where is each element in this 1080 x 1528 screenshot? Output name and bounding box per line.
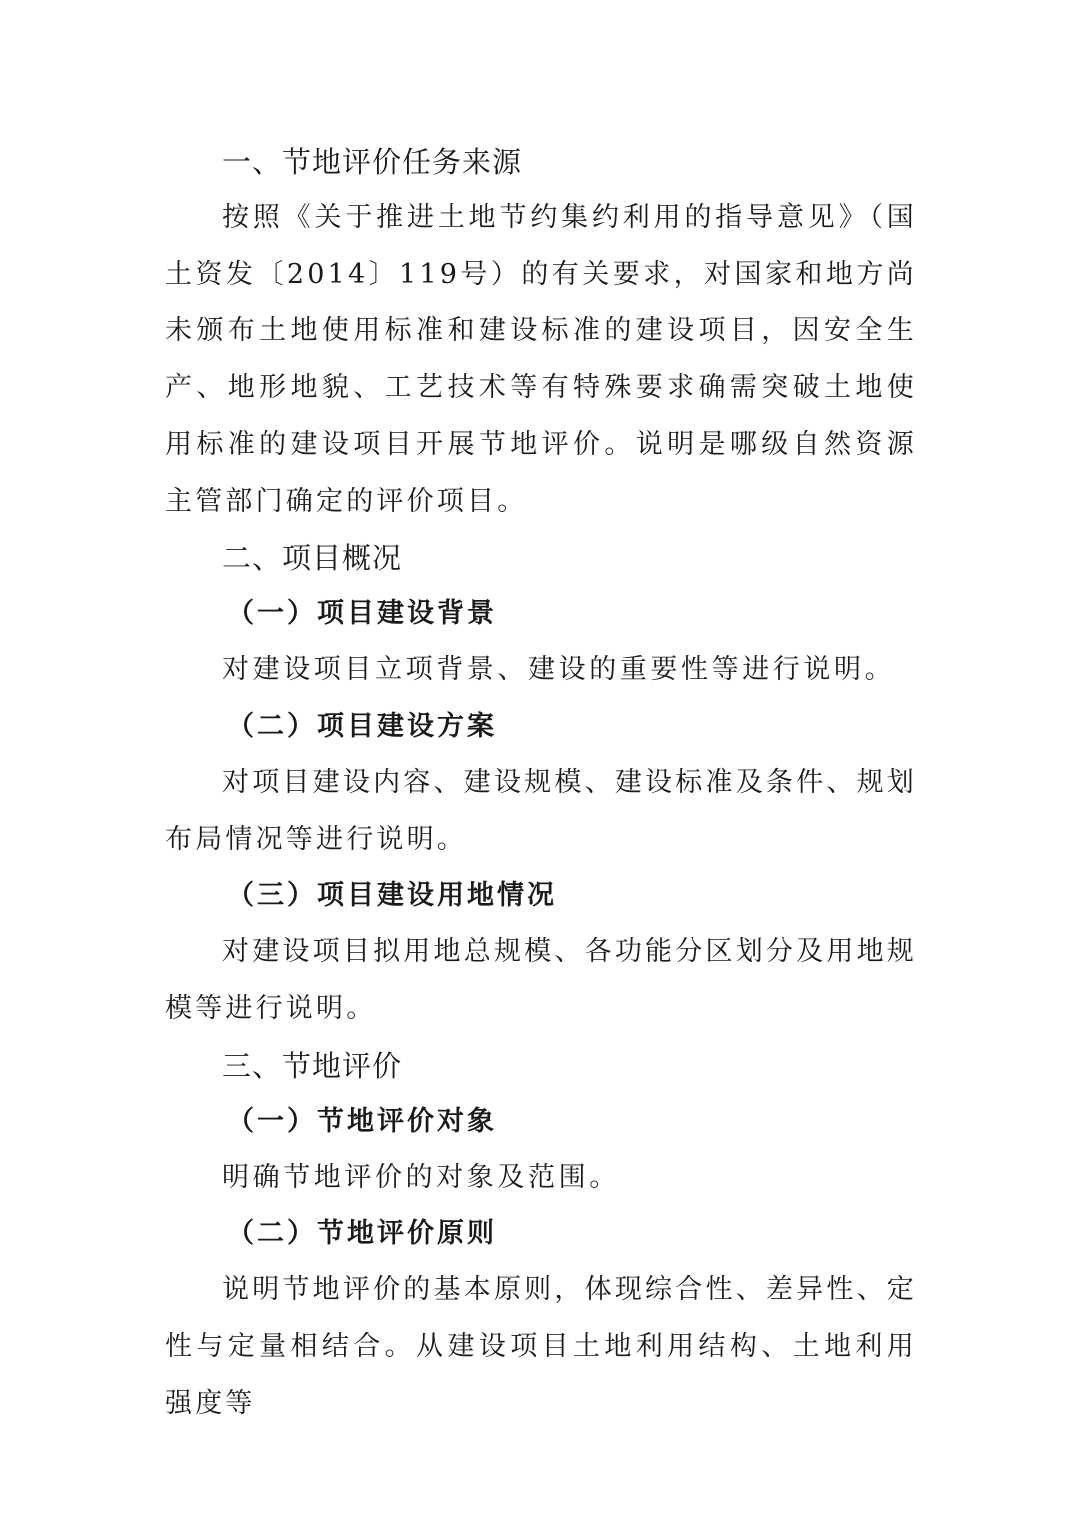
paragraph-task-source: 按照《关于推进土地节约集约利用的指导意见》（国土资发〔2014〕119号）的有关要求，对国家和地方尚未颁布土地使用标准和建设标准的建设项目，因安全生产、地形地貌、工艺技术等有特殊要求确需突破土地使用标准的建设项目开展节地评价。说明是哪级自然资源主管部门确定的评价项目。 bbox=[165, 202, 917, 517]
subsection-heading-evaluation-principle: （二）节地评价原则 bbox=[227, 1218, 497, 1250]
paragraph-evaluation-object: 明确节地评价的对象及范围。 bbox=[222, 1161, 620, 1193]
paragraph-construction-plan: 对项目建设内容、建设规模、建设标准及条件、规划布局情况等进行说明。 bbox=[165, 766, 917, 855]
subsection-heading-background: （一）项目建设背景 bbox=[227, 598, 497, 630]
section-heading-task-source: 一、节地评价任务来源 bbox=[222, 145, 523, 179]
document-body bbox=[165, 134, 917, 1433]
section-heading-project-overview: 二、项目概况 bbox=[222, 541, 403, 576]
subsection-heading-evaluation-object: （一）节地评价对象 bbox=[227, 1105, 497, 1137]
paragraph-background: 对建设项目立项背景、建设的重要性等进行说明。 bbox=[222, 654, 896, 686]
paragraph-land-use: 对建设项目拟用地总规模、各功能分区划分及用地规模等进行说明。 bbox=[165, 936, 917, 1025]
paragraph-evaluation-principle: 说明节地评价的基本原则，体现综合性、差异性、定性与定量相结合。从建设项目土地利用结构、土地利用强度等 bbox=[165, 1274, 917, 1419]
section-heading-land-saving-evaluation: 三、节地评价 bbox=[222, 1048, 403, 1083]
subsection-heading-land-use: （三）项目建设用地情况 bbox=[227, 880, 557, 912]
subsection-heading-construction-plan: （二）项目建设方案 bbox=[227, 710, 497, 742]
